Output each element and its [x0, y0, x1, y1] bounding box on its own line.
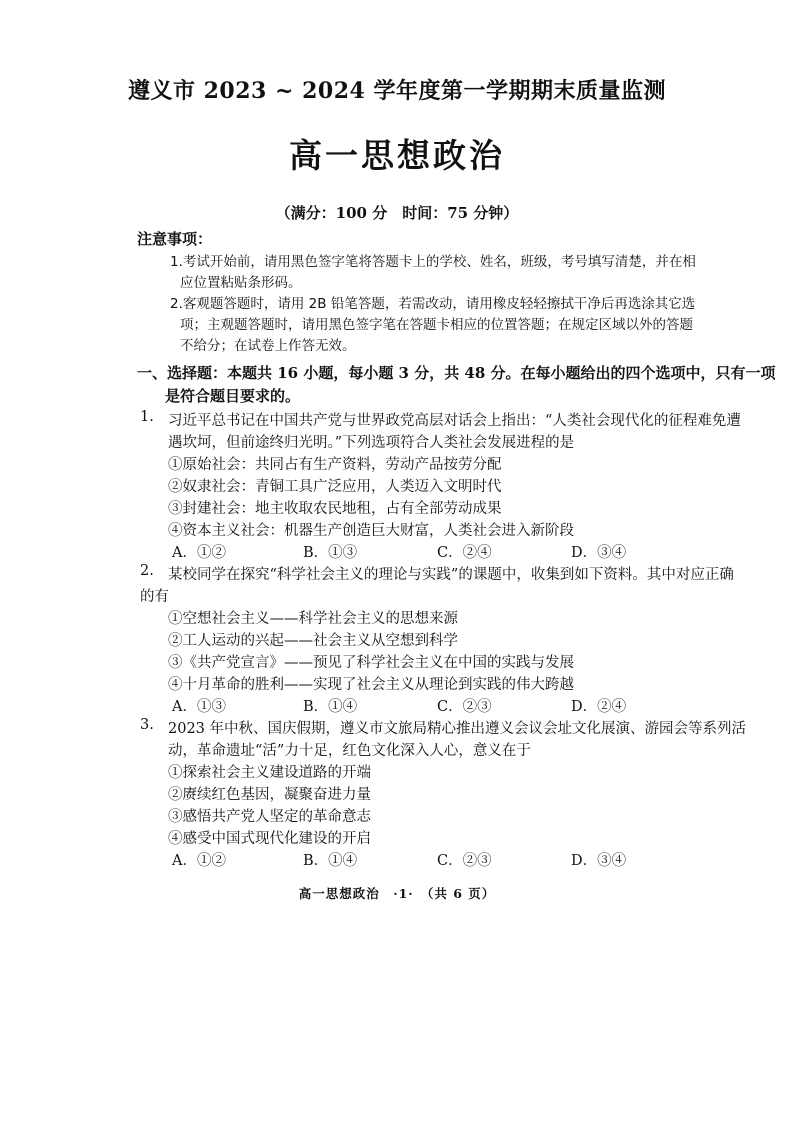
page-footer: 高一思想政治 ·1· （共 6 页） [298, 886, 496, 901]
answer-choice-b: B．①④ [303, 853, 358, 869]
answer-choice-d: D．②④ [571, 699, 627, 715]
answer-choice-c: C．②③ [437, 699, 492, 715]
question-stem: 遇坎坷，但前途终归光明。”下列选项符合人类社会发展进程的是 [168, 435, 575, 451]
question-stem: 动，革命遗址“活”力十足，红色文化深入人心，意义在于 [168, 743, 531, 759]
question-stem: 2023 年中秋、国庆假期，遵义市文旅局精心推出遵义会议会址文化展演、游园会等系列活 [168, 721, 747, 737]
notice-heading: 注意事项： [137, 230, 213, 248]
question-option: ③封建社会：地主收取农民地租，占有全部劳动成果 [168, 501, 502, 517]
question-option: ④十月革命的胜利——实现了社会主义从理论到实践的伟大跨越 [168, 677, 574, 693]
question-stem: 某校同学在探究“科学社会主义的理论与实践”的课题中，收集到如下资料。其中对应正确 [168, 567, 734, 583]
notice-line: 项；主观题答题时，请用黑色签字笔在答题卡相应的位置答题；在规定区域以外的答题 [180, 317, 693, 333]
answer-choice-a: A．①② [172, 545, 226, 561]
answer-choice-a: A．①③ [172, 699, 226, 715]
notice-line: 1.考试开始前，请用黑色签字笔将答题卡上的学校、姓名，班级，考号填写清楚，并在相 [170, 254, 696, 270]
exam-title: 遵义市 2023 ~ 2024 学年度第一学期期末质量监测 [127, 78, 667, 104]
answer-choice-c: C．②③ [437, 853, 492, 869]
notice-line: 2.客观题答题时，请用 2B 铅笔答题，若需改动，请用橡皮轻轻擦拭干净后再选涂其它选 [170, 296, 696, 312]
question-option: ④感受中国式现代化建设的开启 [168, 831, 371, 847]
question-number: 3. [140, 717, 154, 733]
question-option: ②奴隶社会：青铜工具广泛应用，人类迈入文明时代 [168, 479, 502, 495]
section-heading: 一、选择题：本题共 16 小题，每小题 3 分，共 48 分。在每小题给出的四个选项中，只有一项 [137, 364, 776, 382]
question-option: ④资本主义社会：机器生产创造巨大财富，人类社会进入新阶段 [168, 523, 574, 539]
question-option: ③《共产党宣言》——预见了科学社会主义在中国的实践与发展 [168, 655, 574, 671]
question-option: ②赓续红色基因，凝聚奋进力量 [168, 787, 371, 803]
question-option: ③感悟共产党人坚定的革命意志 [168, 809, 371, 825]
answer-choice-d: D．③④ [571, 545, 627, 561]
question-option: ①原始社会：共同占有生产资料，劳动产品按劳分配 [168, 457, 502, 473]
subject-title: 高一思想政治 [289, 136, 505, 175]
question-option: ①空想社会主义——科学社会主义的思想来源 [168, 611, 458, 627]
answer-choice-d: D．③④ [571, 853, 627, 869]
question-number: 1. [140, 409, 154, 425]
score-time-info: （满分：100 分 时间：75 分钟） [275, 204, 519, 222]
notice-line: 应位置粘贴条形码。 [180, 275, 302, 291]
question-stem: 的有 [140, 589, 169, 605]
answer-choice-a: A．①② [172, 853, 226, 869]
answer-choice-c: C．②④ [437, 545, 492, 561]
notice-line: 不给分；在试卷上作答无效。 [180, 338, 356, 354]
question-option: ①探索社会主义建设道路的开端 [168, 765, 371, 781]
answer-choice-b: B．①④ [303, 699, 358, 715]
question-stem: 习近平总书记在中国共产党与世界政党高层对话会上指出：“人类社会现代化的征程难免遭 [168, 413, 741, 429]
answer-choice-b: B．①③ [303, 545, 358, 561]
question-number: 2. [140, 563, 154, 579]
question-option: ②工人运动的兴起——社会主义从空想到科学 [168, 633, 458, 649]
section-heading-cont: 是符合题目要求的。 [165, 387, 301, 405]
